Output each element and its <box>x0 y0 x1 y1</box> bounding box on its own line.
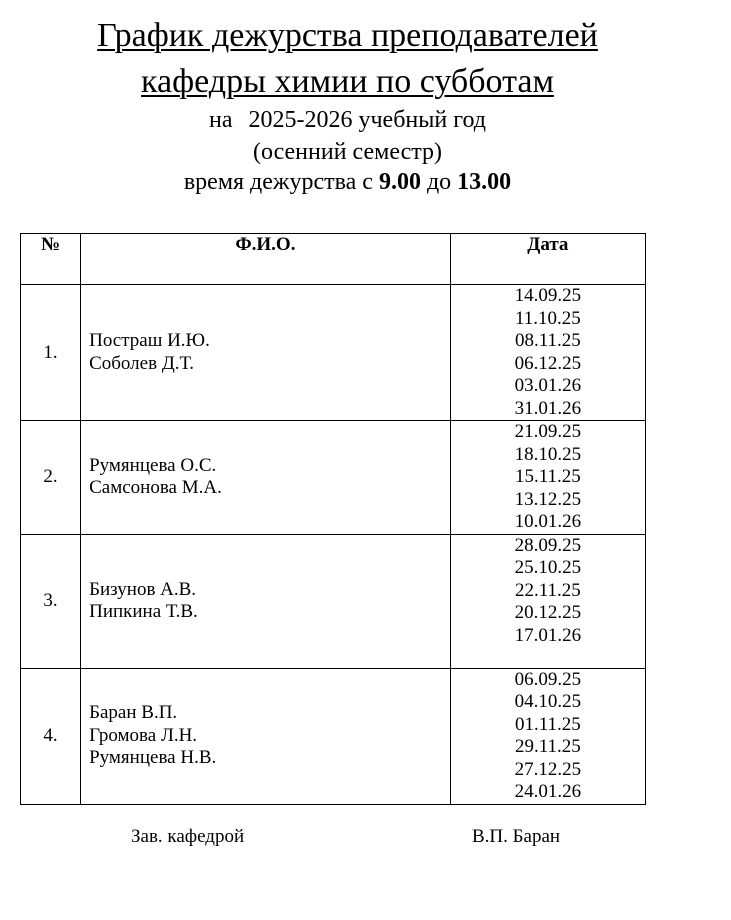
duty-date: 11.10.25 <box>514 307 581 329</box>
duty-date: 27.12.25 <box>514 758 582 780</box>
table-header-row <box>21 234 646 285</box>
row-names <box>81 421 451 535</box>
column-header-name: Ф.И.О. <box>81 234 451 285</box>
table-row <box>21 668 646 804</box>
head-of-department-label: Зав. кафедрой <box>131 826 245 847</box>
duty-date: 06.12.25 <box>514 352 582 374</box>
column-header-date: Дата <box>450 234 645 285</box>
row-dates <box>450 668 645 804</box>
duty-date: 08.11.25 <box>514 330 581 351</box>
duty-date: 21.09.25 <box>514 421 582 442</box>
duty-date: 25.10.25 <box>514 557 582 578</box>
row-names <box>81 534 451 668</box>
row-number: 3. <box>21 534 81 668</box>
year-text: 2025-2026 учебный год <box>248 107 486 133</box>
row-dates <box>450 421 645 535</box>
duty-date: 14.09.25 <box>514 285 582 306</box>
teacher-name: Румянцева О.С. <box>89 454 217 476</box>
duty-date: 10.01.26 <box>514 511 582 532</box>
teacher-name: Постраш И.Ю. <box>89 330 210 351</box>
table-row <box>21 534 646 668</box>
duty-date: 24.01.26 <box>514 781 582 802</box>
duty-date: 28.09.25 <box>514 534 582 556</box>
document-title-line-1: График дежурства преподавателей <box>97 17 598 54</box>
time-to: 13.00 <box>457 169 512 195</box>
duty-date: 20.12.25 <box>514 602 582 623</box>
row-number: 1. <box>21 285 81 421</box>
academic-year <box>0 106 695 134</box>
semester: (осенний семестр) <box>252 139 443 165</box>
table-row <box>21 421 646 535</box>
row-number: 2. <box>21 421 81 535</box>
row-dates <box>450 285 645 421</box>
column-header-number: № <box>21 234 81 285</box>
duty-schedule-table <box>20 233 646 805</box>
duty-time <box>0 168 695 196</box>
duty-date: 22.11.25 <box>514 579 581 601</box>
document-title-line-2: кафедры химии по субботам <box>141 63 554 100</box>
row-names <box>81 285 451 421</box>
table-row <box>21 285 646 421</box>
duty-date: 18.10.25 <box>514 443 582 465</box>
duty-date: 31.01.26 <box>514 397 582 419</box>
duty-date: 13.12.25 <box>514 488 582 510</box>
teacher-name: Громова Л.Н. <box>89 724 198 746</box>
head-of-department-name: В.П. Баран <box>472 826 561 847</box>
teacher-name: Баран В.П. <box>89 702 178 724</box>
teacher-name: Соболев Д.Т. <box>89 352 194 374</box>
teacher-name: Бизунов А.В. <box>89 578 197 600</box>
time-prefix: время дежурства с <box>183 169 379 195</box>
row-names <box>81 668 451 804</box>
duty-date: 29.11.25 <box>514 736 581 757</box>
duty-date: 01.11.25 <box>514 713 581 735</box>
duty-date: 06.09.25 <box>514 668 582 690</box>
teacher-name: Румянцева Н.В. <box>89 747 217 769</box>
time-from: 9.00 <box>378 169 421 195</box>
duty-date: 04.10.25 <box>514 691 582 712</box>
time-middle: до <box>420 169 458 195</box>
row-number: 4. <box>21 668 81 804</box>
duty-date: 17.01.26 <box>514 624 582 646</box>
teacher-name: Пипкина Т.В. <box>89 601 198 622</box>
row-dates <box>450 534 645 668</box>
duty-date: 15.11.25 <box>514 466 581 487</box>
year-prefix: на <box>208 107 233 133</box>
teacher-name: Самсонова М.А. <box>89 477 222 499</box>
duty-date: 03.01.26 <box>514 375 582 396</box>
